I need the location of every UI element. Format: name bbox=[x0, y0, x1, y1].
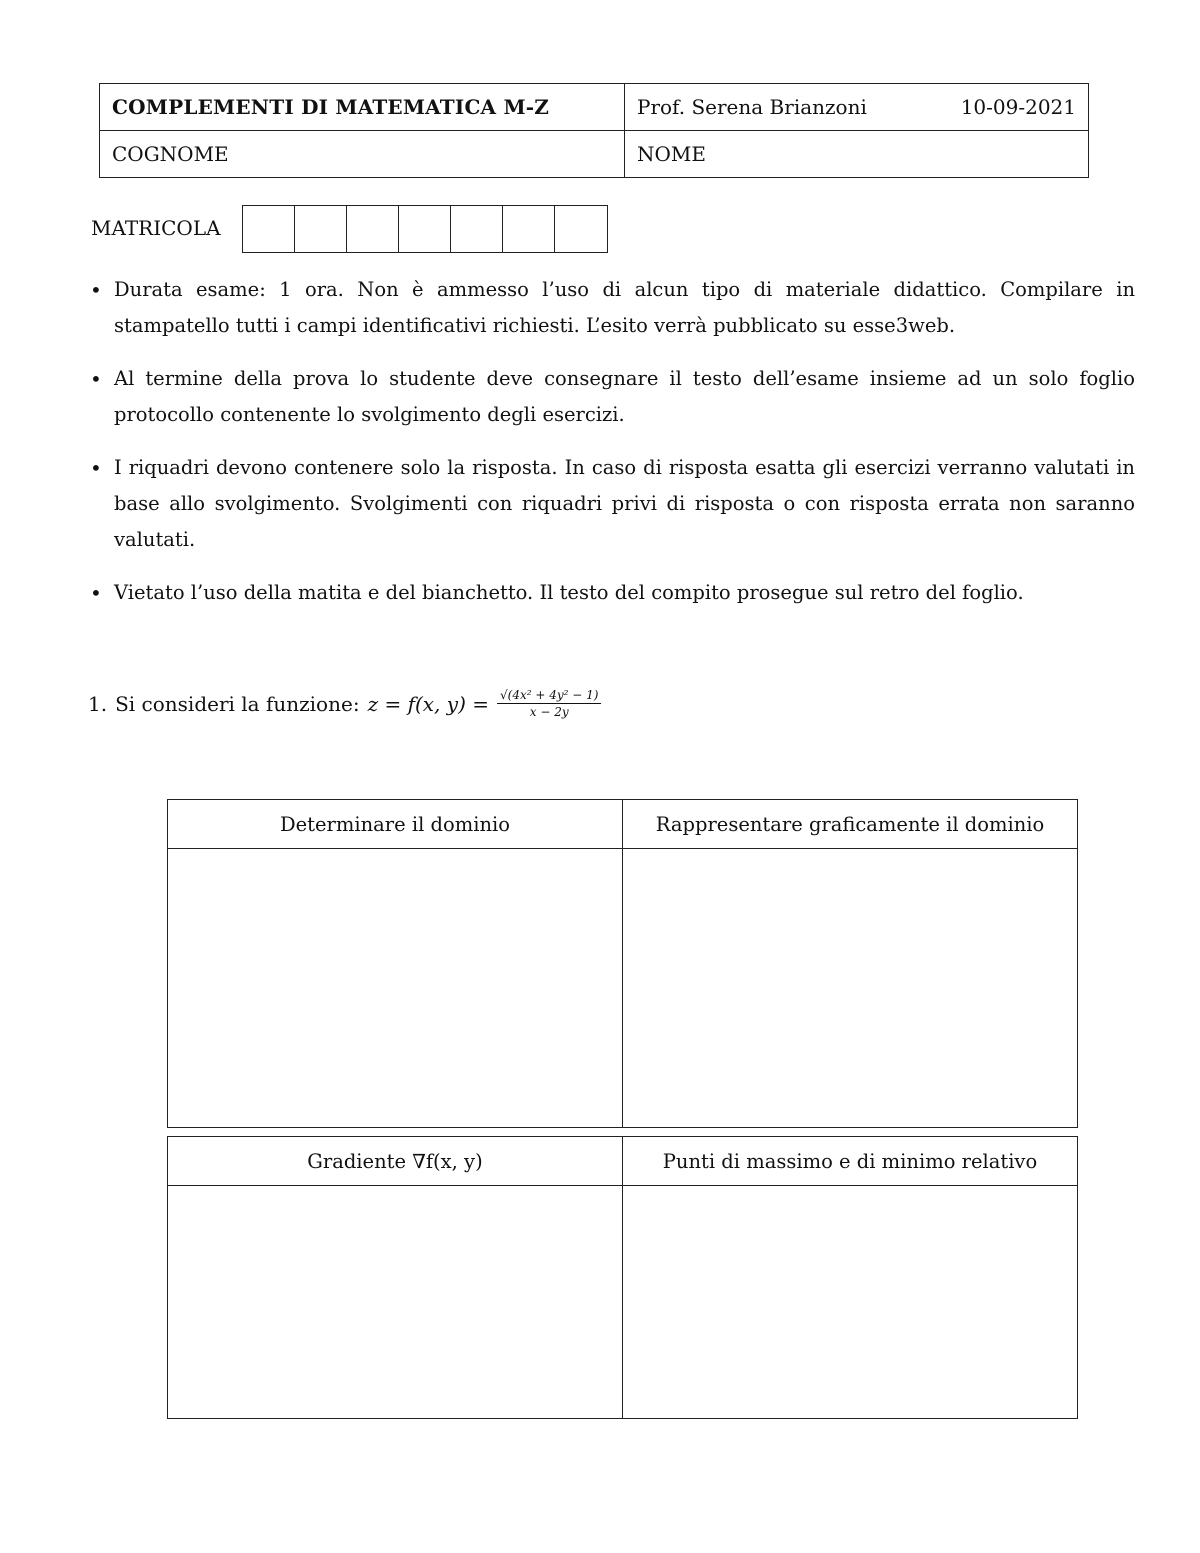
rule-item: • I riquadri devono contenere solo la risposta. In caso di risposta esatta gli esercizi verranno valutati in base allo svolgimento. Svolgimenti con riquadri privi di risposta o con risposta errata non saranno valutati. bbox=[90, 450, 1135, 558]
formula-numerator: √(4x² + 4y² − 1) bbox=[497, 688, 601, 704]
name-field[interactable]: NOME bbox=[625, 131, 1089, 178]
function-formula bbox=[368, 688, 602, 719]
matricola-digit-box[interactable] bbox=[243, 206, 295, 252]
matricola-digit-box[interactable] bbox=[555, 206, 607, 252]
formula-lhs: z = f(x, y) = bbox=[367, 691, 489, 716]
domain-plot-header: Rappresentare graficamente il dominio bbox=[623, 800, 1078, 849]
professor-date-cell bbox=[625, 84, 1089, 131]
exercise-number: 1. bbox=[88, 691, 108, 716]
exercise-text: Si consideri la funzione: bbox=[115, 691, 360, 716]
matricola-boxes bbox=[242, 205, 608, 253]
rule-item: • Vietato l’uso della matita e del bianchetto. Il testo del compito prosegue sul retro del foglio. bbox=[90, 575, 1135, 611]
gradient-header: Gradiente ∇f(x, y) bbox=[168, 1137, 623, 1186]
gradient-answer-box[interactable] bbox=[168, 1186, 623, 1419]
answer-table-gradient bbox=[167, 1136, 1078, 1419]
domain-plot-answer-box[interactable] bbox=[623, 849, 1078, 1128]
matricola-digit-box[interactable] bbox=[503, 206, 555, 252]
formula-denominator: x − 2y bbox=[529, 705, 569, 719]
rules-list bbox=[90, 272, 1135, 628]
exam-date: 10-09-2021 bbox=[960, 95, 1076, 119]
rule-item: • Al termine della prova lo studente deve consegnare il testo dell’esame insieme ad un solo foglio protocollo contenente lo svolgimento degli esercizi. bbox=[90, 361, 1135, 433]
matricola-label: MATRICOLA bbox=[91, 216, 221, 240]
extrema-answer-box[interactable] bbox=[623, 1186, 1078, 1419]
surname-field[interactable]: COGNOME bbox=[100, 131, 625, 178]
matricola-digit-box[interactable] bbox=[451, 206, 503, 252]
course-title: COMPLEMENTI DI MATEMATICA M-Z bbox=[100, 84, 625, 131]
exercise-1 bbox=[88, 688, 601, 719]
matricola-digit-box[interactable] bbox=[347, 206, 399, 252]
header-table bbox=[99, 83, 1089, 178]
answer-table-domain bbox=[167, 799, 1078, 1128]
rule-item: • Durata esame: 1 ora. Non è ammesso l’uso di alcun tipo di materiale didattico. Compilare in stampatello tutti i campi identificativi richiesti. L’esito verrà pubblicato su esse3web. bbox=[90, 272, 1135, 344]
domain-answer-box[interactable] bbox=[168, 849, 623, 1128]
matricola-digit-box[interactable] bbox=[295, 206, 347, 252]
domain-header: Determinare il dominio bbox=[168, 800, 623, 849]
extrema-header: Punti di massimo e di minimo relativo bbox=[623, 1137, 1078, 1186]
professor-name: Prof. Serena Brianzoni bbox=[637, 95, 867, 119]
formula-fraction bbox=[497, 688, 601, 719]
matricola-digit-box[interactable] bbox=[399, 206, 451, 252]
